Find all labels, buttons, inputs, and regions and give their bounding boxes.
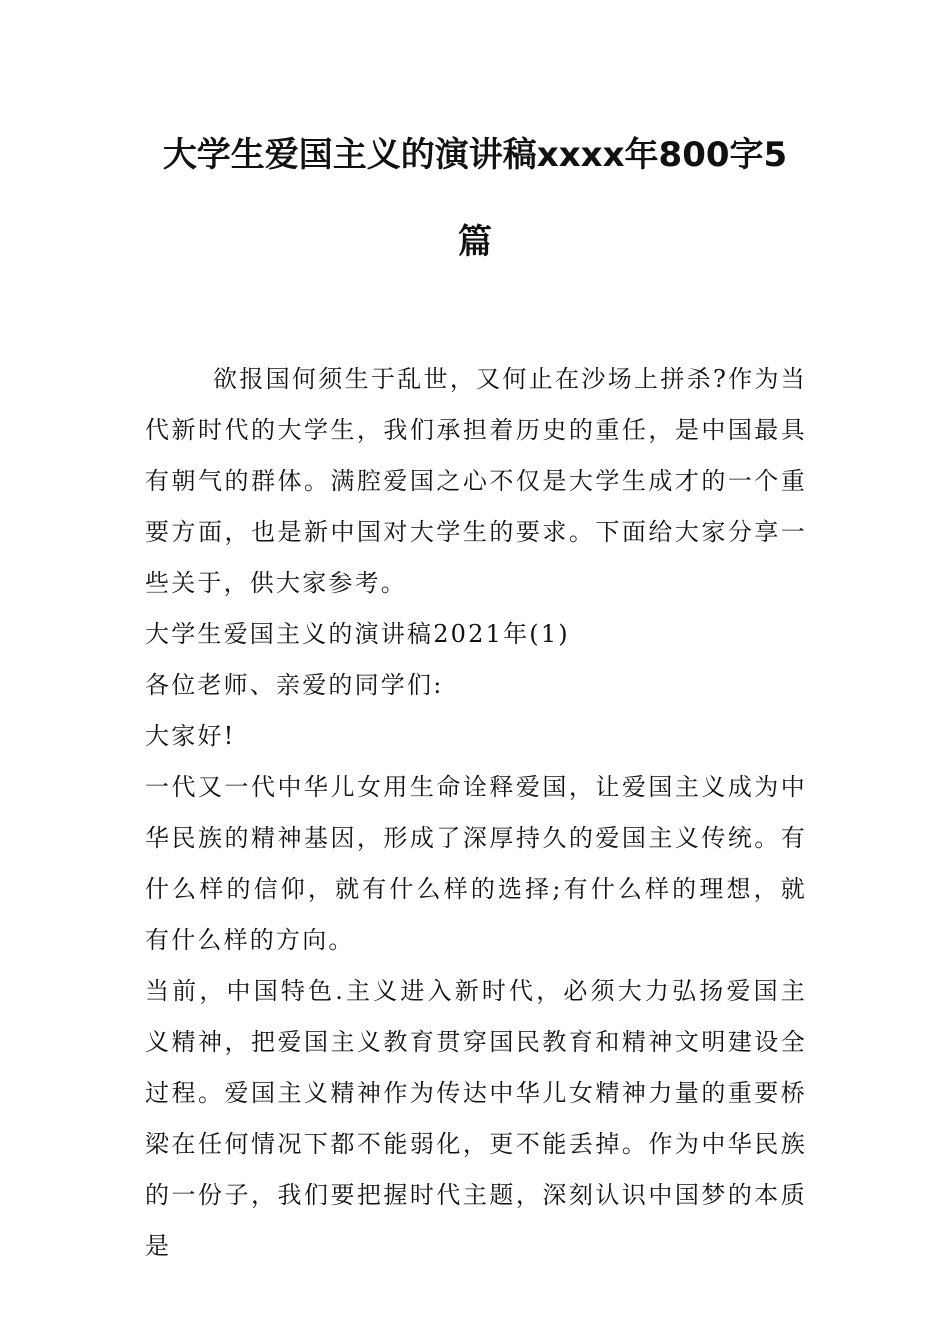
intro-paragraph: 欲报国何须生于乱世，又何止在沙场上拼杀?作为当代新时代的大学生，我们承担着历史的重任，是中国最具有朝气的群体。满腔爱国之心不仅是大学生成才的一个重要方面，也是新中国对大学生的要求。下面给大家分享一些关于，供大家参考。	[145, 365, 807, 597]
document-body	[145, 354, 807, 1272]
document-title-line2: 篇	[458, 222, 492, 262]
greeting: 大家好!	[145, 722, 236, 750]
body-paragraph: 一代又一代中华儿女用生命诠释爱国，让爱国主义成为中华民族的精神基因，形成了深厚持久的爱国主义传统。有什么样的信仰，就有什么样的选择;有什么样的理想，就有什么样的方向。	[145, 773, 807, 954]
document-title-line1: 大学生爱国主义的演讲稿xxxx年800字5	[162, 135, 788, 175]
body-paragraph: 当前，中国特色.主义进入新时代，必须大力弘扬爱国主义精神，把爱国主义教育贯穿国民教育和精神文明建设全过程。爱国主义精神作为传达中华儿女精神力量的重要桥梁在任何情况下都不能弱化，更不能丢掉。作为中华民族的一份子，我们要把握时代主题，深刻认识中国梦的本质是	[145, 977, 807, 1260]
section-heading: 大学生爱国主义的演讲稿2021年(1)	[145, 620, 570, 648]
salutation: 各位老师、亲爱的同学们:	[145, 671, 444, 699]
